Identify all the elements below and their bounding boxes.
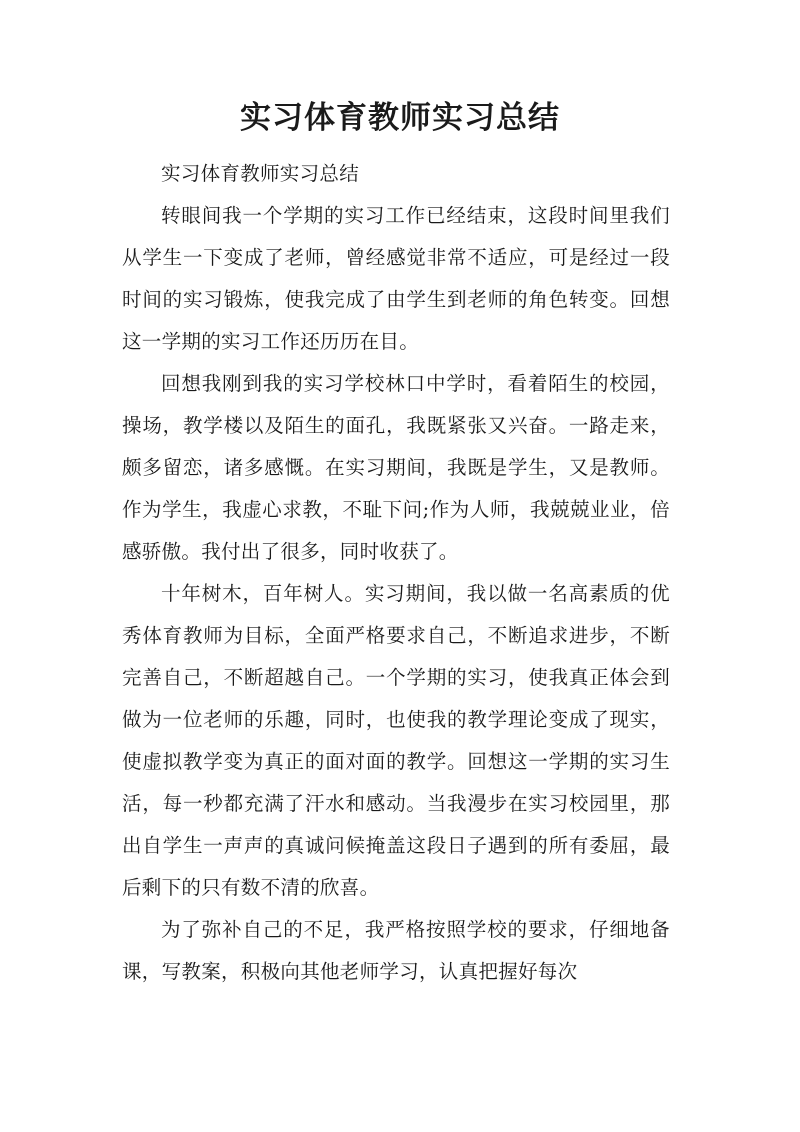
- body-paragraph: 转眼间我一个学期的实习工作已经结束，这段时间里我们从学生一下变成了老师，曾经感觉非常不适应，可是经过一段时间的实习锻炼，使我完成了由学生到老师的角色转变。回想这一学期的实习工作还历历在目。: [122, 204, 670, 353]
- document-title: 实习体育教师实习总结: [240, 100, 560, 136]
- body-subtitle-paragraph: 实习体育教师实习总结: [161, 162, 360, 185]
- body-paragraph: 回想我刚到我的实习学校林口中学时，看着陌生的校园，操场，教学楼以及陌生的面孔，我既紧张又兴奋。一路走来，颇多留恋，诸多感慨。在实习期间，我既是学生，又是教师。作为学生，我虚心求教，不耻下问;作为人师，我兢兢业业，倍感骄傲。我付出了很多，同时收获了。: [122, 372, 670, 563]
- document-body: [122, 153, 670, 993]
- body-paragraph: 为了弥补自己的不足，我严格按照学校的要求，仔细地备课，写教案，积极向其他老师学习，认真把握好每次: [122, 918, 670, 983]
- body-paragraph: 十年树木，百年树人。实习期间，我以做一名高素质的优秀体育教师为目标，全面严格要求自己，不断追求进步，不断完善自己，不断超越自己。一个学期的实习，使我真正体会到做为一位老师的乐趣，同时，也使我的教学理论变成了现实，使虚拟教学变为真正的面对面的教学。回想这一学期的实习生活，每一秒都充满了汗水和感动。当我漫步在实习校园里，那出自学生一声声的真诚问候掩盖这段日子遇到的所有委屈，最后剩下的只有数不清的欣喜。: [122, 582, 670, 899]
